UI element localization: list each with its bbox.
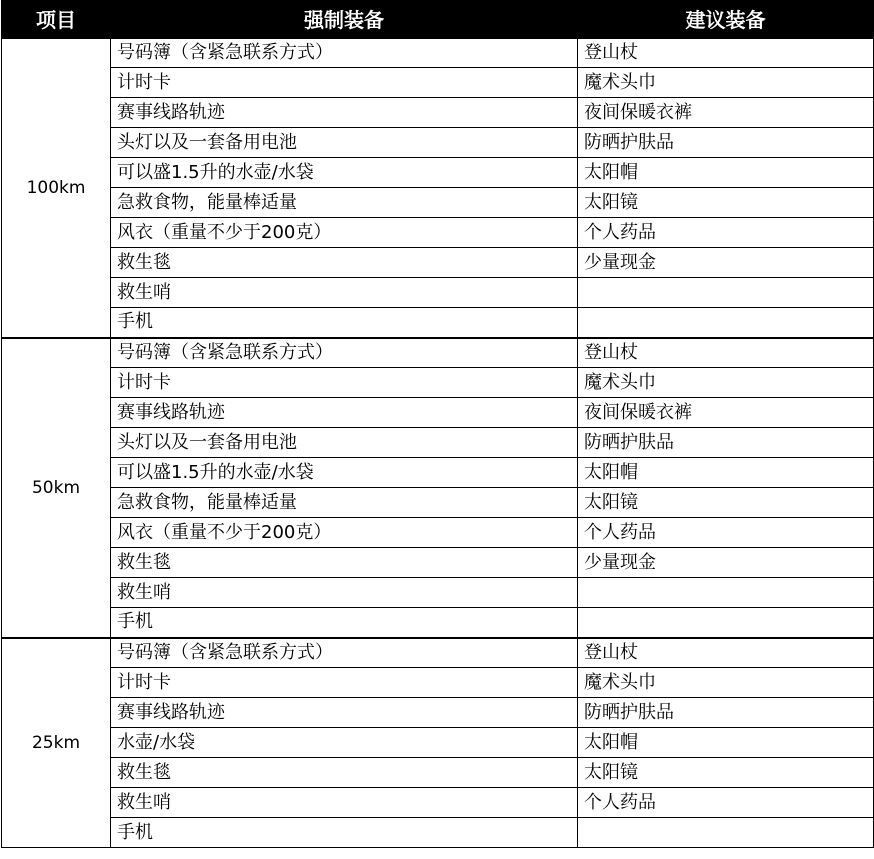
suggested-item: 太阳帽 — [578, 458, 874, 488]
category-cell: 25km — [2, 638, 111, 848]
table-row — [2, 548, 874, 578]
table-header — [2, 1, 874, 38]
table-row — [2, 458, 874, 488]
mandatory-item: 号码簿（含紧急联系方式） — [111, 338, 578, 368]
table-row — [2, 518, 874, 548]
mandatory-item: 急救食物，能量棒适量 — [111, 488, 578, 518]
mandatory-item: 水壶/水袋 — [111, 728, 578, 758]
mandatory-item: 救生毯 — [111, 248, 578, 278]
suggested-item — [578, 278, 874, 308]
mandatory-item: 手机 — [111, 608, 578, 638]
mandatory-item: 救生毯 — [111, 548, 578, 578]
table-row — [2, 638, 874, 668]
category-cell: 100km — [2, 38, 111, 338]
table-row — [2, 68, 874, 98]
equipment-table — [1, 0, 874, 848]
header-suggested: 建议装备 — [578, 1, 874, 38]
suggested-item: 登山杖 — [578, 38, 874, 68]
suggested-item: 太阳镜 — [578, 758, 874, 788]
suggested-item: 魔术头巾 — [578, 68, 874, 98]
table-row — [2, 248, 874, 278]
suggested-item: 防晒护肤品 — [578, 698, 874, 728]
table-row — [2, 308, 874, 338]
mandatory-item: 救生毯 — [111, 758, 578, 788]
suggested-item: 夜间保暖衣裤 — [578, 398, 874, 428]
mandatory-item: 计时卡 — [111, 668, 578, 698]
table-body — [2, 38, 874, 848]
table-row — [2, 188, 874, 218]
mandatory-item: 救生哨 — [111, 788, 578, 818]
suggested-item — [578, 608, 874, 638]
table-row — [2, 608, 874, 638]
mandatory-item: 赛事线路轨迹 — [111, 398, 578, 428]
header-mandatory: 强制装备 — [111, 1, 578, 38]
suggested-item: 防晒护肤品 — [578, 428, 874, 458]
suggested-item: 太阳镜 — [578, 188, 874, 218]
mandatory-item: 救生哨 — [111, 278, 578, 308]
mandatory-item: 风衣（重量不少于200克） — [111, 518, 578, 548]
table-row — [2, 98, 874, 128]
mandatory-item: 可以盛1.5升的水壶/水袋 — [111, 458, 578, 488]
mandatory-item: 手机 — [111, 308, 578, 338]
suggested-item: 太阳镜 — [578, 488, 874, 518]
suggested-item: 个人药品 — [578, 218, 874, 248]
mandatory-item: 赛事线路轨迹 — [111, 698, 578, 728]
table-row — [2, 128, 874, 158]
suggested-item — [578, 818, 874, 848]
table-row — [2, 488, 874, 518]
header-row — [2, 1, 874, 38]
suggested-item: 登山杖 — [578, 638, 874, 668]
suggested-item: 少量现金 — [578, 248, 874, 278]
mandatory-item: 头灯以及一套备用电池 — [111, 128, 578, 158]
suggested-item: 魔术头巾 — [578, 368, 874, 398]
category-cell: 50km — [2, 338, 111, 638]
mandatory-item: 手机 — [111, 818, 578, 848]
table-row — [2, 818, 874, 848]
mandatory-item: 救生哨 — [111, 578, 578, 608]
table-row — [2, 578, 874, 608]
table-row — [2, 38, 874, 68]
header-category: 项目 — [2, 1, 111, 38]
table-row — [2, 668, 874, 698]
suggested-item: 太阳帽 — [578, 158, 874, 188]
suggested-item: 少量现金 — [578, 548, 874, 578]
suggested-item: 登山杖 — [578, 338, 874, 368]
table-row — [2, 758, 874, 788]
mandatory-item: 急救食物，能量棒适量 — [111, 188, 578, 218]
table-row — [2, 218, 874, 248]
table-row — [2, 788, 874, 818]
table-row — [2, 338, 874, 368]
mandatory-item: 头灯以及一套备用电池 — [111, 428, 578, 458]
suggested-item: 个人药品 — [578, 518, 874, 548]
suggested-item: 夜间保暖衣裤 — [578, 98, 874, 128]
mandatory-item: 号码簿（含紧急联系方式） — [111, 638, 578, 668]
mandatory-item: 可以盛1.5升的水壶/水袋 — [111, 158, 578, 188]
suggested-item — [578, 578, 874, 608]
mandatory-item: 赛事线路轨迹 — [111, 98, 578, 128]
table-row — [2, 428, 874, 458]
table-row — [2, 398, 874, 428]
mandatory-item: 计时卡 — [111, 68, 578, 98]
suggested-item — [578, 308, 874, 338]
mandatory-item: 计时卡 — [111, 368, 578, 398]
table-row — [2, 728, 874, 758]
suggested-item: 魔术头巾 — [578, 668, 874, 698]
table-row — [2, 278, 874, 308]
mandatory-item: 风衣（重量不少于200克） — [111, 218, 578, 248]
suggested-item: 个人药品 — [578, 788, 874, 818]
table-row — [2, 158, 874, 188]
suggested-item: 太阳帽 — [578, 728, 874, 758]
mandatory-item: 号码簿（含紧急联系方式） — [111, 38, 578, 68]
suggested-item: 防晒护肤品 — [578, 128, 874, 158]
table-row — [2, 368, 874, 398]
table-row — [2, 698, 874, 728]
